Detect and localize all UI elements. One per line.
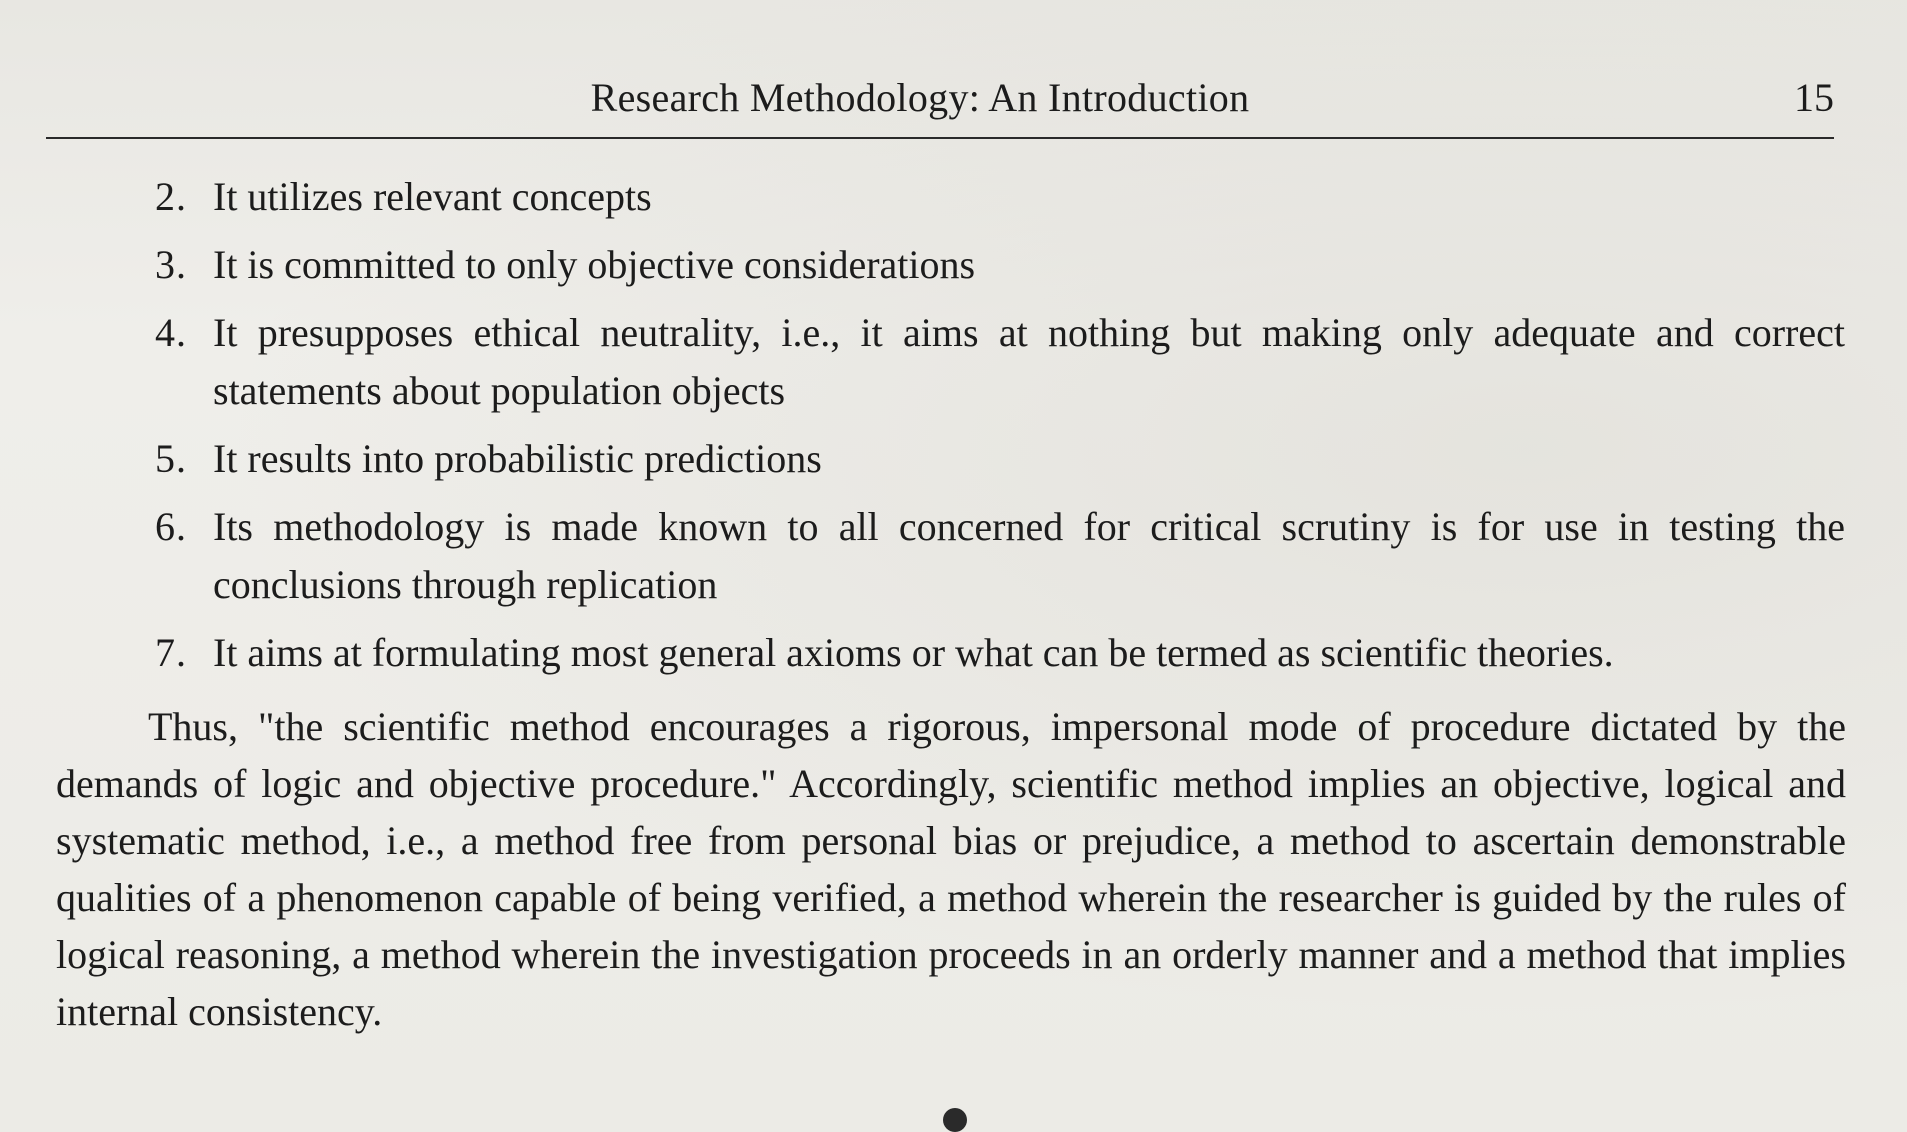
list-item-number: 3. xyxy=(155,242,187,287)
body-paragraph: Thus, "the scientific method encourages a rigorous, impersonal mode of procedure dictated by the demands of logic and objective procedure." Accordingly, scientific method implies an objective, logical and systematic method, i.e., a method free from personal bias or prejudice, a method to ascertain demonstrable qualities of a phenomenon capable of being verified, a method wherein the researcher is guided by the rules of logical reasoning, a method wherein the investigation proceeds in an orderly manner and a method that implies internal consistency. xyxy=(56,704,1846,1034)
header-rule xyxy=(46,137,1834,139)
list-item xyxy=(155,624,1845,682)
list-item xyxy=(155,168,1845,226)
list-item-text: It results into probabilistic predictions xyxy=(213,436,822,481)
list-item-text: It utilizes relevant concepts xyxy=(213,174,652,219)
list-item xyxy=(155,236,1845,294)
list-item-number: 4. xyxy=(155,310,187,355)
list-item-text: Its methodology is made known to all concerned for critical scrutiny is for use in testing the conclusions through replication xyxy=(213,504,1845,607)
list-item-number: 2. xyxy=(155,174,187,219)
printed-dot xyxy=(943,1108,967,1132)
list-item-number: 5. xyxy=(155,436,187,481)
list-item-text: It aims at formulating most general axioms or what can be termed as scientific theories. xyxy=(213,630,1614,675)
page-number: 15 xyxy=(1794,75,1834,120)
list-item-text: It presupposes ethical neutrality, i.e., it aims at nothing but making only adequate and correct statements about population objects xyxy=(213,310,1845,413)
running-title: Research Methodology: An Introduction xyxy=(590,75,1250,120)
list-item xyxy=(155,498,1845,614)
list-item xyxy=(155,430,1845,488)
page-header xyxy=(46,68,1834,132)
list-item-number: 6. xyxy=(155,504,187,549)
list-item-number: 7. xyxy=(155,630,187,675)
characteristics-list xyxy=(155,168,1845,692)
list-item xyxy=(155,304,1845,420)
list-item-text: It is committed to only objective considerations xyxy=(213,242,976,287)
